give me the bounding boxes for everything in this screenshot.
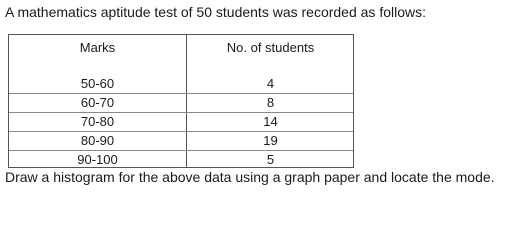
- cell-student-count: 19: [263, 133, 278, 148]
- cell-marks-range: 80-90: [80, 133, 115, 148]
- cell-marks-range: 50-60: [80, 76, 115, 91]
- cell-student-count: 4: [266, 76, 275, 91]
- table-row: [9, 75, 353, 93]
- table-row: [9, 112, 353, 131]
- cell-marks-range: 60-70: [80, 95, 115, 110]
- cell-student-count: 8: [266, 95, 275, 110]
- question-instruction: Draw a histogram for the above data using a graph paper and locate the mode.: [5, 169, 495, 185]
- cell-student-count: 14: [263, 114, 278, 129]
- header-marks: Marks: [79, 40, 116, 55]
- table-row: [9, 131, 353, 150]
- table-body: [9, 75, 353, 169]
- question-intro: A mathematics aptitude test of 50 students was recorded as follows:: [5, 4, 426, 20]
- marks-frequency-table: [8, 34, 354, 168]
- cell-student-count: 5: [266, 152, 275, 167]
- cell-marks-range: 70-80: [80, 114, 115, 129]
- table-row: [9, 93, 353, 112]
- table-row: [9, 150, 353, 169]
- header-no-of-students: No. of students: [226, 40, 315, 55]
- cell-marks-range: 90-100: [77, 152, 118, 167]
